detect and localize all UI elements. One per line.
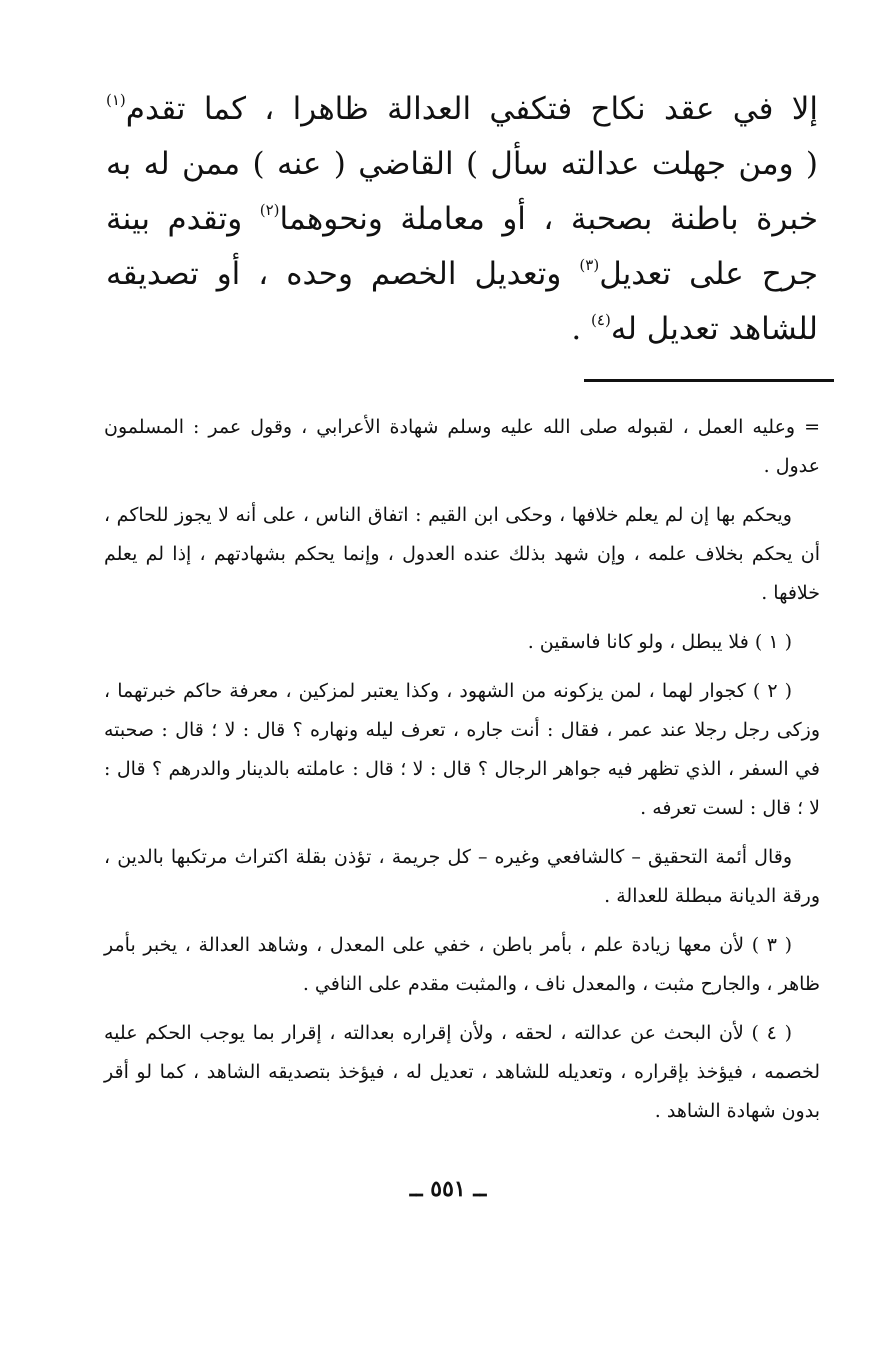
footnote-4: ( ٤ ) لأن البحث عن عدالته ، لحقه ، ولأن إقراره بعدالته ، إقرار بما يوجب الحكم عليه لخصمه ، فيؤخذ بإقراره ، وتعديله للشاهد ، تعديل له ، فيؤخذ بتصديقه الشاهد ، كما لو أقر بدون شهادة الشاهد .: [104, 1022, 820, 1122]
main-text-line: [106, 302, 818, 357]
footnote-paragraph: وقال أئمة التحقيق – كالشافعي وغيره – كل جريمة ، تؤذن بقلة اكتراث مرتكبها بالدين ، ورقة الديانة مبطلة للعدالة .: [104, 846, 820, 907]
footnote-paragraph: ويحكم بها إن لم يعلم خلافها ، وحكى ابن القيم : اتفاق الناس ، على أنه لا يجوز للحاكم ، أن يحكم بخلاف علمه ، وإن شهد بذلك عنده العدول ، وإنما يحكم بشهادتهم ، إذا لم يعلم خلافها .: [104, 504, 820, 604]
footnote-continuation: = وعليه العمل ، لقبوله صلى الله عليه وسلم شهادة الأعرابي ، وقول عمر : المسلمون عدول .: [104, 416, 820, 477]
footnote-1: ( ١ ) فلا يبطل ، ولو كانا فاسقين .: [527, 631, 792, 653]
main-text-block: [106, 82, 818, 357]
main-line-text: إلا في عقد نكاح فتكفي العدالة ظاهرا ، كما تقدم: [125, 91, 818, 127]
footnote-separator: [584, 379, 834, 382]
footnote-3: ( ٣ ) لأن معها زيادة علم ، بأمر باطن ، خفي على المعدل ، وشاهد العدالة ، يخبر بأمر ظاهر ، والجارح مثبت ، والمعدل ناف ، والمثبت مقدم على النافي .: [104, 934, 820, 995]
footnote-reference: (٢): [259, 201, 280, 219]
footnote-reference: (٤): [591, 311, 611, 329]
main-line-text: .: [571, 311, 592, 347]
main-line-text: للشاهد تعديل له: [610, 311, 818, 347]
main-text-line: [106, 247, 818, 302]
main-text-line: [106, 137, 818, 192]
main-line-text: جرح على تعديل: [599, 256, 818, 292]
main-line-text: خبرة باطنة بصحبة ، أو معاملة ونحوهما: [279, 201, 818, 237]
footnote-reference: (١): [106, 91, 126, 109]
page-number: ــ ٥٥١ ــ: [409, 1176, 487, 1202]
main-text-line: [106, 192, 818, 247]
footnote-reference: (٣): [579, 256, 600, 274]
main-line-text: وتعديل الخصم وحده ، أو تصديقه: [106, 256, 580, 292]
main-line-text: وتقدم بينة: [106, 201, 260, 237]
footnotes-block: [104, 408, 820, 1141]
main-line-text: ( ومن جهلت عدالته سأل ) القاضي ( عنه ) ممن له به: [106, 146, 818, 182]
footnote-2: ( ٢ ) كجوار لهما ، لمن يزكونه من الشهود ، وكذا يعتبر لمزكين ، معرفة حاكم خبرتهما ، وزكى رجل رجلا عند عمر ، فقال : أنت جاره ، تعرف ليله ونهاره ؟ قال : لا ؛ قال : صحبته في السفر ، الذي تظهر فيه جواهر الرجال ؟ قال : لا ؛ قال : عاملته بالدينار والدرهم ؟ قال : لا ؛ قال : لست تعرفه .: [104, 680, 820, 819]
main-text-line: [106, 82, 818, 137]
